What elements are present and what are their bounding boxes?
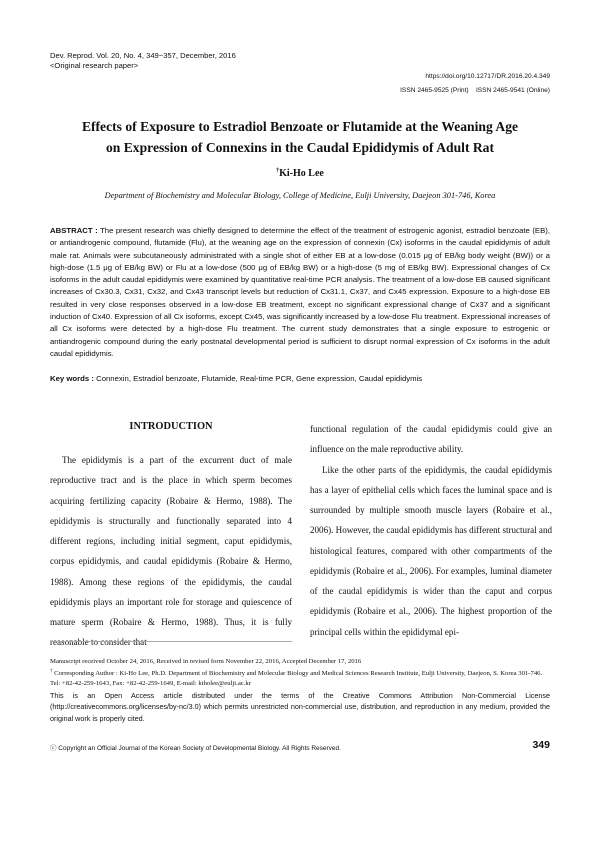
article-type: <Original research paper> [50,61,139,70]
title-line-2: on Expression of Connexins in the Caudal Epididymis of Adult Rat [105,140,495,155]
author-line [0,168,600,179]
keywords-label: Key words : [50,374,94,383]
body-column-left [50,450,292,653]
manuscript-dates: Manuscript received October 24, 2016, Received in revised form November 22, 2016, Accepted December 17, 2016 [50,658,362,665]
body-column-right [310,419,552,642]
corresponding-mark: † [276,168,280,174]
abstract [50,225,550,360]
section-heading-introduction: INTRODUCTION [129,421,213,432]
corresponding-mark-footnote: † [50,669,53,674]
doi-block [400,70,550,98]
intro-paragraph-1: The epididymis is a part of the excurrent duct of male reproductive tract and is the place in which sperm becomes acquiring fertilizing capacity (Robaire & Hermo, 1988). The epididymis is structurally and functionally separated into 4 different regions, including initial segment, caput epididymis, corpus epididymis, and caudal epididymis (Robaire & Hermo, 1988). Among these regions of the epididymis, the caudal epididymis plays an important role for storage and quiescence of mature sperm (Robaire & Hermo, 1988). Thus, it is fully reasonable to consider that [50,455,292,648]
intro-paragraph-1-continued: functional regulation of the caudal epididymis could give an influence on the male reproductive ability. [310,424,552,455]
footnotes [50,657,550,689]
abstract-label: ABSTRACT : [50,226,98,235]
doi-link[interactable]: https://doi.org/10.12717/DR.2016.20.4.349 [425,73,550,80]
intro-paragraph-2: Like the other parts of the epididymis, the caudal epididymis has a layer of epithelial cells which faces the luminal space and is surrounded by multiple smooth muscle layers (Robaire et al., 2006). However, the caudal epididymis has different structural and histological features, compared with other compartments of the epididymis (Robaire et al., 2006). For examples, luminal diameter of the caudal epididymis is wider than the caput and corpus epididymis (Robaire et al., 2006). The highest proportion of the principal cells within the epididymal epi- [310,464,552,637]
journal-citation: Dev. Reprod. Vol. 20, No. 4, 349~357, December, 2016 [50,51,236,60]
author-name: Ki-Ho Lee [279,168,324,179]
corresponding-author: Corresponding Author : Ki-Ho Lee, Ph.D. Department of Biochemistry and Molecular Biology and Medical Sciences Research Institute, Eulji University, Daejeon, S. Korea 301-746. Tel: +82-42-259-1643, Fax: +82-42-259-1649, E-mail: kiholee@eulji.ac.kr [50,670,543,688]
journal-header [50,51,236,71]
page-number: 349 [532,739,550,751]
keywords [50,373,550,385]
keywords-text: Connexin, Estradiol benzoate, Flutamide, Real-time PCR, Gene expression, Caudal epididymis [96,374,423,383]
abstract-text: The present research was chiefly designed to determine the effect of the treatment of estrogenic agonist, estradiol benzoate (EB), or antiandrogenic compound, flutamide (Flu), at the weaning age on the expression of connexin (Cx) isoforms in the caudal epididymis of adult male rat. Animals were subcutaneously administrated with a single shot of either EB at a low-dose (0.015 μg of EB/kg body weight (BW)) or a high-dose (1.5 μg of EB/kg BW) or Flu at a low-dose (500 μg of EB/kg BW) or a high-dose (5 mg of EB/kg BW). Expressional changes of Cx isoforms in the adult caudal epididymis were examined by quantitative real-time PCR analysis. The treatment of a low-dose EB caused significant increases of Cx30.3, Cx31, Cx32, and Cx43 transcript levels but reduction of Cx31.1, Cx37, and Cx45 expression. Exposure to a high-dose EB resulted in very close responses observed in a low-dose EB treatment, except no significant expressional change of Cx37 and a significant induction of Cx40. Expression of all Cx isoforms, except Cx45, was significantly increased by a low-dose Flu treatment. Expressional increases of all Cx isoforms were detected by a high-dose Flu treatment. The current study demonstrates that a single exposure to estrogenic or antiandrogenic compound during the early postnatal developmental period is sufficient to disrupt normal expression of Cx isoforms in the adult caudal epididymis. [50,226,550,358]
issn-line: ISSN 2465-9525 (Print) ISSN 2465-9541 (Online) [400,87,550,94]
footnote-divider [50,641,292,642]
title-line-1: Effects of Exposure to Estradiol Benzoate or Flutamide at the Weaning Age [81,119,519,134]
open-access-notice: This is an Open Access article distributed under the terms of the Creative Commons Attribution Non-Commercial License (http://creativecommons.org/licenses/by-nc/3.0) which permits unrestricted non-commercial use, distribution, and reproduction in any medium, provided the original work is properly cited. [50,691,550,723]
affiliation: Department of Biochemistry and Molecular Biology, College of Medicine, Eulji University, Daejeon 301-746, Korea [104,191,496,200]
copyright-notice: ⓒ Copyright an Official Journal of the Korean Society of Developmental Biology. All Rights Reserved. [50,745,341,752]
paper-title [40,116,560,158]
